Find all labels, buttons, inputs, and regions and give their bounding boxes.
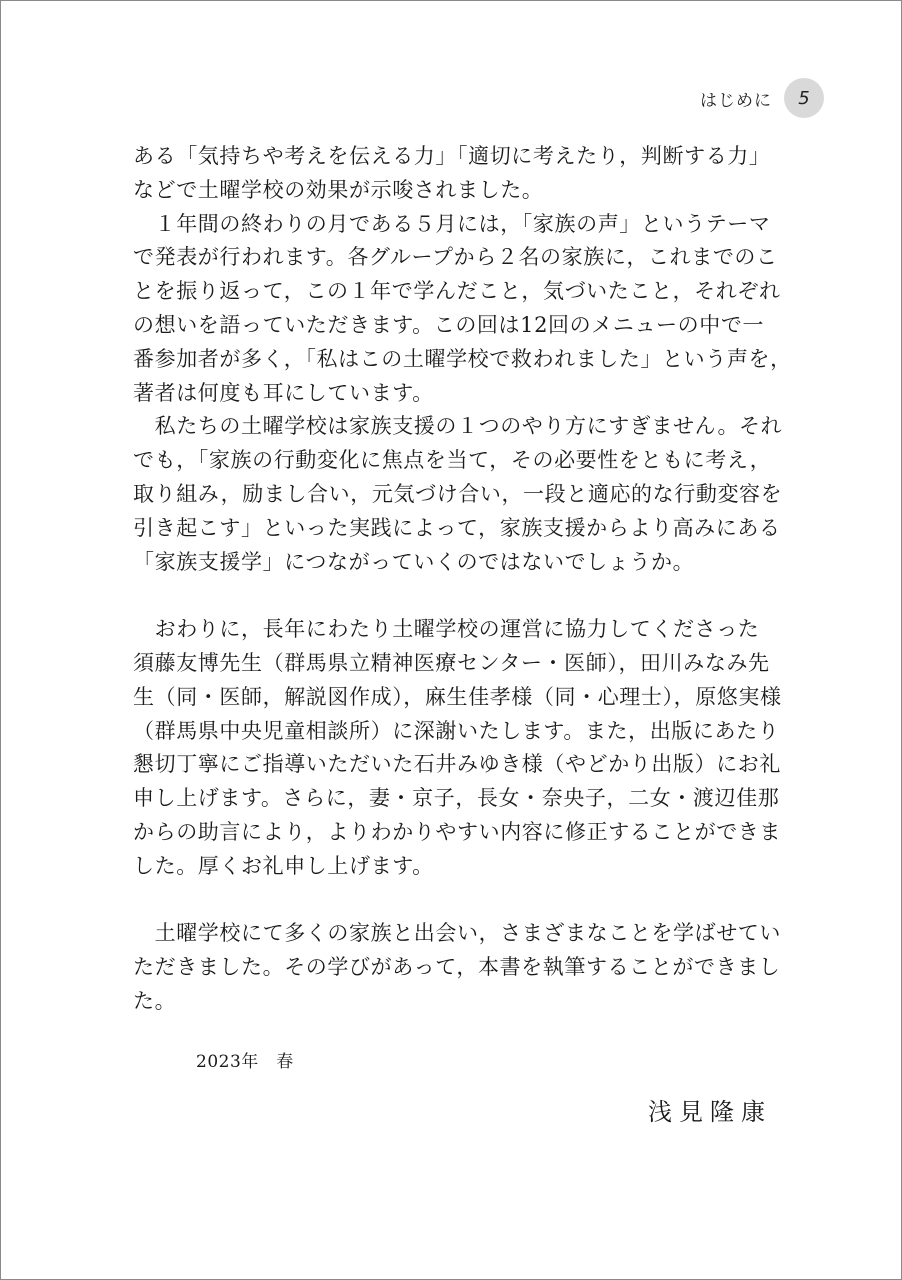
page-number: 5	[784, 78, 824, 118]
body-line: （群馬県中央児童相談所）に深謝いたします。また，出版にあたり	[133, 718, 780, 743]
body-line: た。	[133, 988, 177, 1013]
body-line: 土曜学校にて多くの家族と出会い，さまざまなことを学ばせてい	[133, 921, 781, 946]
body-line: などで土曜学校の効果が示唆されました。	[133, 177, 544, 202]
body-line: からの助言により，よりわかりやすい内容に修正することができま	[133, 819, 781, 844]
body-line: で発表が行われます。各グループから２名の家族に，これまでのこ	[133, 245, 778, 270]
body-line: した。厚くお礼申し上げます。	[133, 853, 434, 878]
body-line: ある「気持ちや考えを伝える力」「適切に考えたり，判断する力」	[133, 144, 771, 168]
running-header	[700, 78, 824, 118]
author-name: 浅見隆康	[648, 1098, 772, 1126]
body-line: でも，「家族の行動変化に焦点を当て，その必要性をともに考え，	[133, 448, 772, 473]
body-line: 申し上げます。さらに，妻・京子，長女・奈央子，二女・渡辺佳那	[133, 786, 780, 811]
body-line: 引き起こす」といった実践によって，家族支援からより高みにある	[133, 515, 781, 540]
closing-date: 2023年 春	[196, 1052, 294, 1072]
body-line: 私たちの土曜学校は家族支援の１つのやり方にすぎません。それ	[133, 414, 783, 439]
body-line: の想いを語っていただきます。この回は12回のメニューの中で一	[133, 312, 765, 337]
paragraph-gap	[133, 884, 779, 918]
body-line: とを振り返って，この１年で学んだこと，気づいたこと，それぞれ	[133, 279, 781, 304]
body-text	[133, 140, 792, 1019]
paragraph-gap	[133, 579, 779, 613]
body-line: 「家族支援学」につながっていくのではないでしょうか。	[133, 549, 695, 574]
chapter-title: はじめに	[700, 90, 772, 111]
body-line: ただきました。その学びがあって，本書を執筆することができまし	[133, 955, 781, 980]
body-line: おわりに，長年にわたり土曜学校の運営に協力してくださった	[133, 617, 760, 642]
body-line: 番参加者が多く，「私はこの土曜学校で救われました」という声を，	[133, 346, 792, 371]
body-line: 須藤友博先生（群馬県立精神医療センター・医師），田川みなみ先	[133, 650, 770, 675]
body-line: 生（同・医師，解説図作成），麻生佳孝様（同・心理士），原悠実様	[133, 684, 782, 709]
body-line: １年間の終わりの月である５月には，「家族の声」というテーマ	[133, 211, 771, 236]
body-line: 懇切丁寧にご指導いただいた石井みゆき様（やどかり出版）にお礼	[133, 752, 781, 777]
body-line: 取り組み，励まし合い，元気づけ合い，一段と適応的な行動変容を	[133, 481, 783, 506]
body-line: 著者は何度も耳にしています。	[133, 380, 434, 405]
